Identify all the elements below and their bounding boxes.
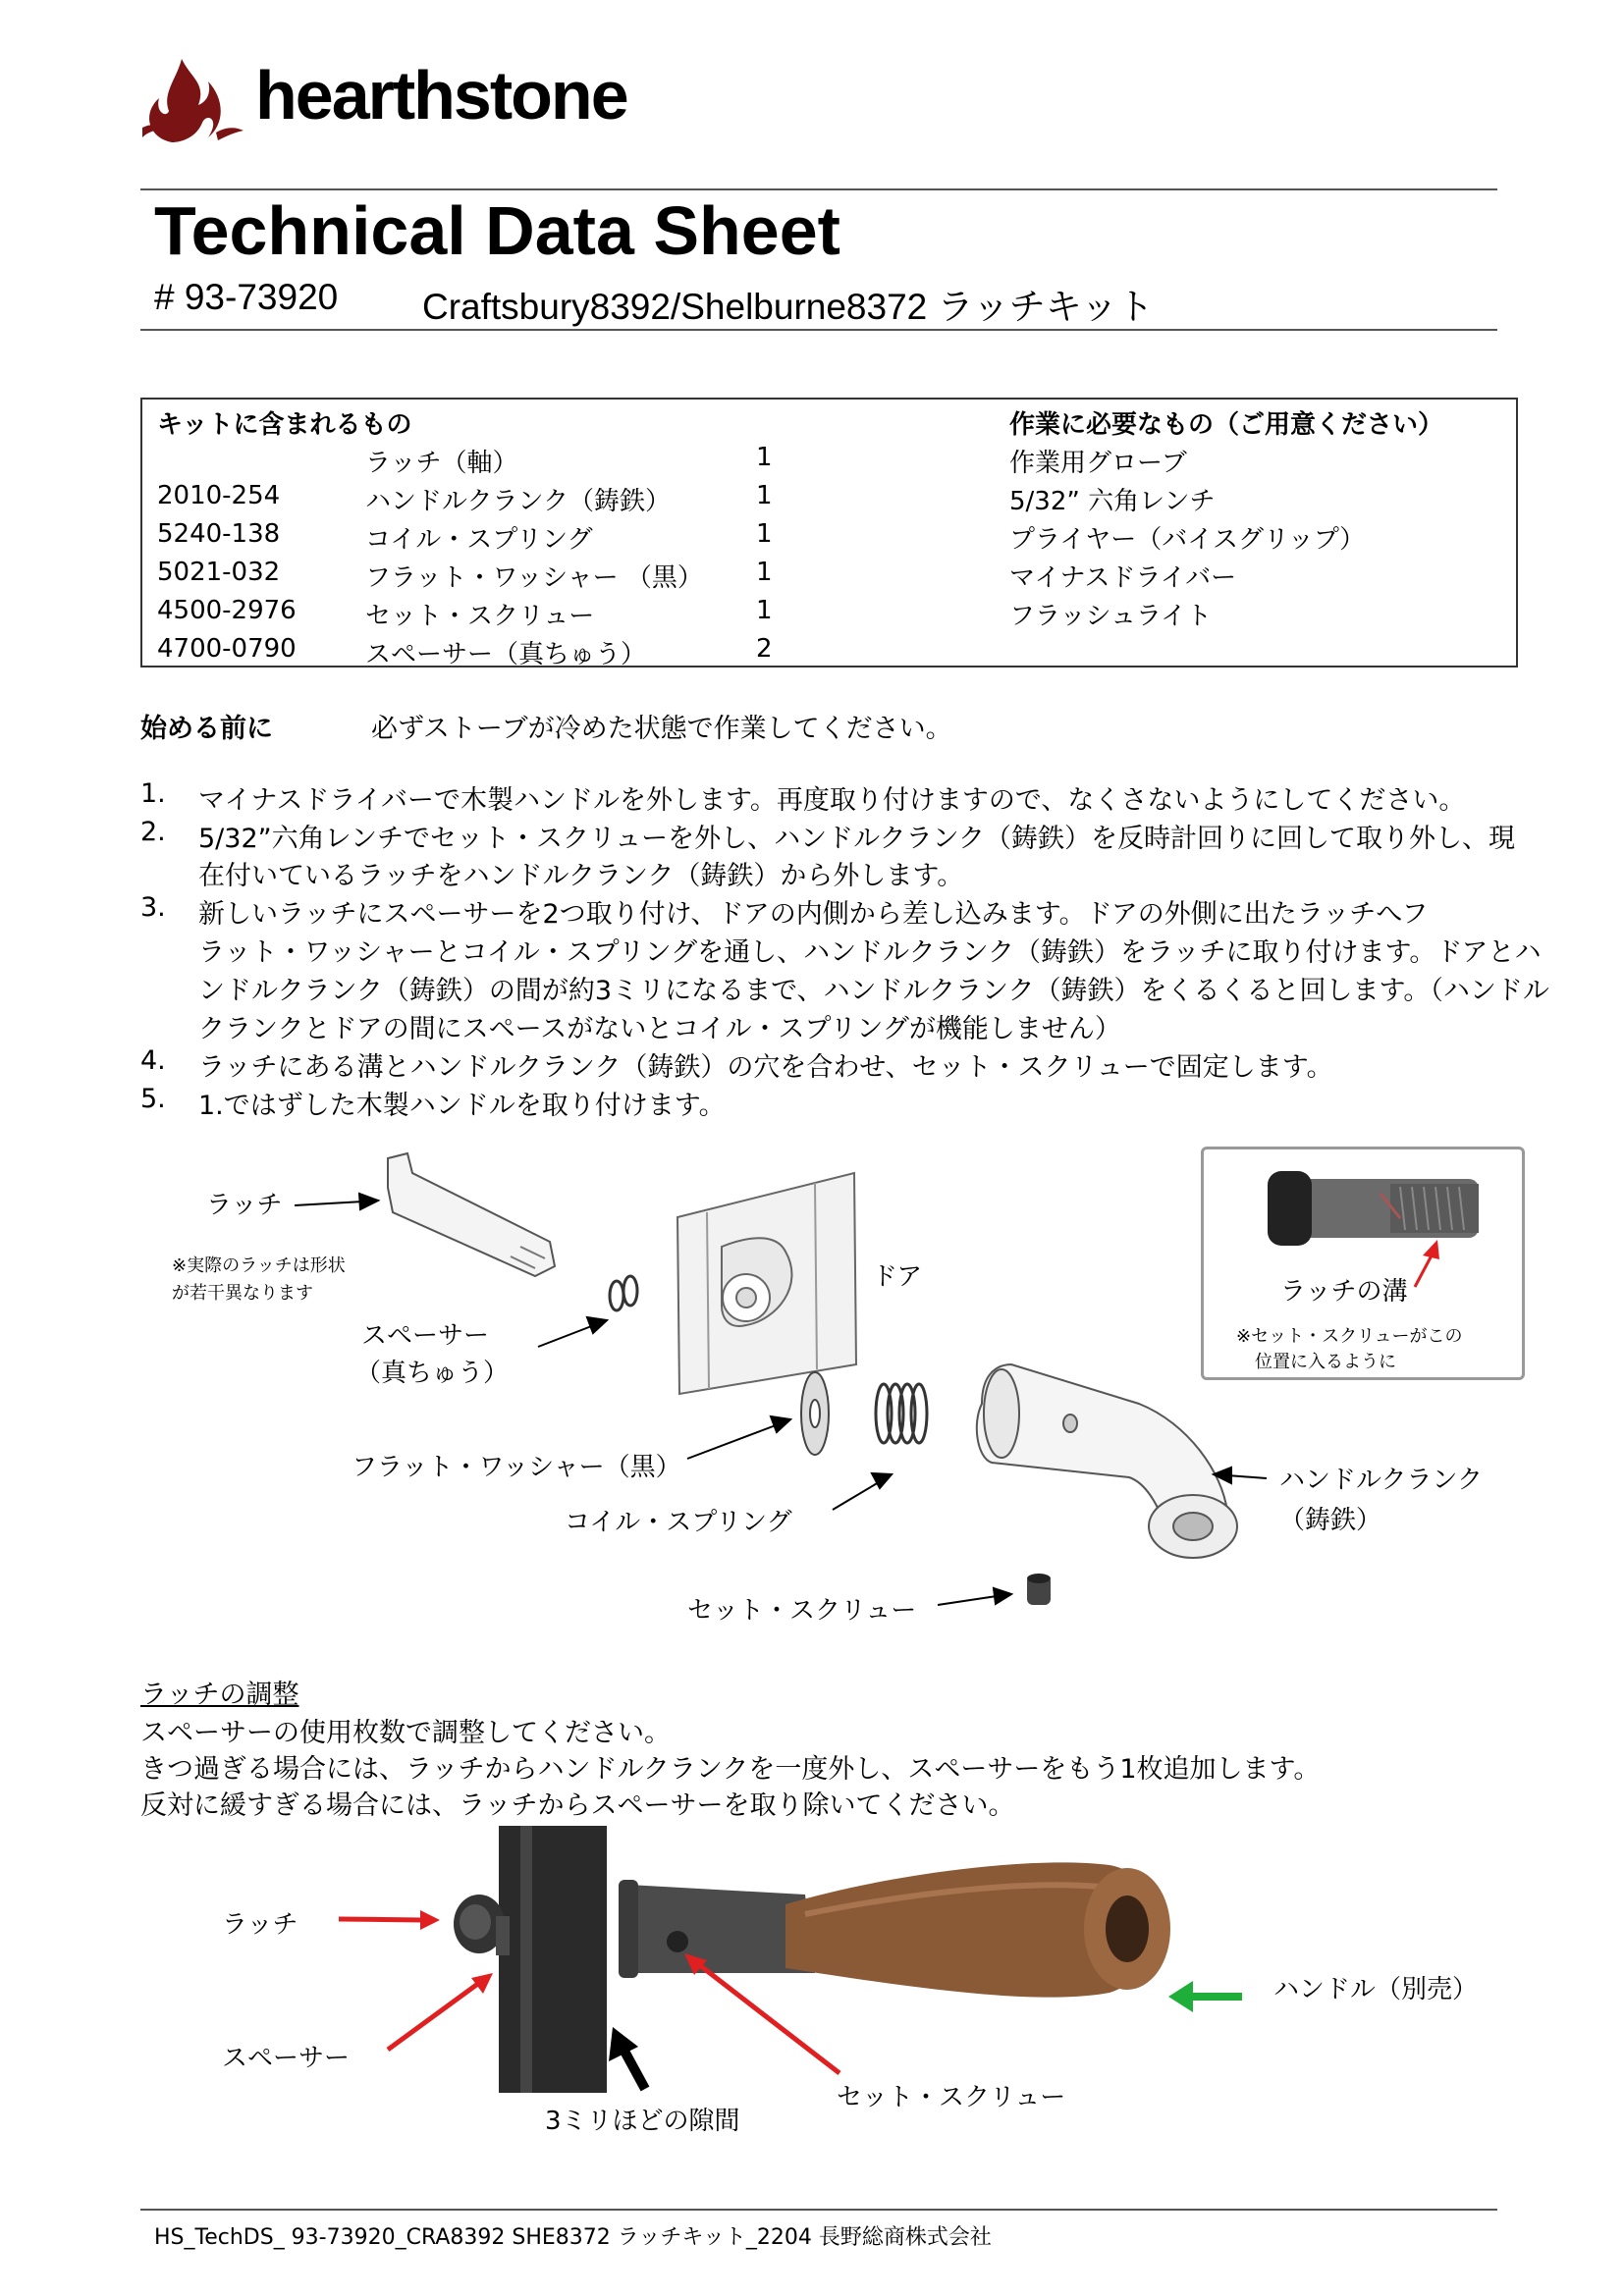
- kit-item-name: ラッチ（軸）: [365, 449, 518, 478]
- groove-inset: [1201, 1147, 1525, 1380]
- kit-item-name: コイル・スプリング: [365, 525, 593, 555]
- step-text: ラット・ワッシャーとコイル・スプリングを通し、ハンドルクランク（鋳鉄）をラッチに取り付けます。ドアとハ: [198, 937, 1542, 968]
- groove-note: 位置に入るように: [1255, 1352, 1396, 1372]
- step-text: 在付いているラッチをハンドルクランク（鋳鉄）から外します。: [198, 861, 964, 891]
- kit-item-code: 4700-0790: [157, 634, 297, 664]
- logo: [137, 44, 697, 152]
- adjust-line: スペーサーの使用枚数で調整してください。: [140, 1718, 671, 1748]
- step-text: 1.ではずした木製ハンドルを取り付けます。: [198, 1091, 726, 1121]
- photo-label-gap: 3ミリほどの隙間: [545, 2107, 740, 2136]
- spacer-part-drawing: [610, 1276, 637, 1310]
- kit-item-name: ハンドルクランク（鋳鉄）: [365, 487, 671, 516]
- step-number: 2.: [140, 817, 166, 847]
- kit-item-qty: 1: [756, 443, 773, 472]
- kit-item-qty: 1: [756, 596, 773, 625]
- tool-item: マイナスドライバー: [1009, 563, 1237, 593]
- groove-label: ラッチの溝: [1280, 1277, 1408, 1307]
- kit-item-qty: 1: [756, 558, 773, 587]
- kit-item-code: 4500-2976: [157, 596, 297, 625]
- adjust-heading: ラッチの調整: [140, 1680, 299, 1710]
- spring-part-drawing: [876, 1384, 927, 1443]
- kit-item-code: 5240-138: [157, 519, 281, 549]
- step-text: 新しいラッチにスペーサーを2つ取り付け、ドアの内側から差し込みます。ドアの外側に出たラッチへフ: [198, 899, 1429, 930]
- before-label: 始める前に: [140, 714, 273, 744]
- page-title: Technical Data Sheet: [154, 192, 840, 269]
- header-rule-bottom: [140, 329, 1497, 331]
- photo-label-screw: セット・スクリュー: [837, 2083, 1066, 2112]
- photo-label-handle: ハンドル（別売）: [1273, 1975, 1479, 2004]
- diagram-label-spacer: スペーサー: [361, 1321, 490, 1351]
- diagram-label-door: ドア: [872, 1262, 923, 1292]
- diagram-label-latch: ラッチ: [206, 1191, 283, 1220]
- step-number: 1.: [140, 778, 166, 809]
- photo-label-spacer: スペーサー: [222, 2044, 351, 2073]
- step-number: 5.: [140, 1084, 166, 1114]
- footer-rule: [140, 2209, 1497, 2211]
- diagram-label-crank-sub: （鋳鉄）: [1279, 1506, 1382, 1535]
- diagram-latch-note: ※実際のラッチは形状: [172, 1255, 346, 1276]
- kit-item-qty: 1: [756, 481, 773, 510]
- tool-item: フラッシュライト: [1009, 602, 1213, 631]
- kit-item-code: 2010-254: [157, 481, 281, 510]
- step-number: 3.: [140, 892, 166, 923]
- step-text: ンドルクランク（鋳鉄）の間が約3ミリになるまで、ハンドルクランク（鋳鉄）をくるくると回します。（ハンドル: [198, 976, 1549, 1006]
- kit-contents-heading: キットに含まれるもの: [157, 410, 412, 440]
- adjust-line: 反対に緩すぎる場合には、ラッチからスペーサーを取り除いてください。: [140, 1790, 1015, 1821]
- step-text: 5/32”六角レンチでセット・スクリューを外し、ハンドルクランク（鋳鉄）を反時計回りに回して取り外し、現: [198, 824, 1516, 854]
- tool-item: プライヤー（バイスグリップ）: [1009, 525, 1366, 555]
- step-number: 4.: [140, 1045, 166, 1076]
- step-text: クランクとドアの間にスペースがないとコイル・スプリングが機能しません）: [198, 1014, 1121, 1044]
- logo-text: hearthstone: [255, 57, 627, 133]
- kit-item-qty: 2: [756, 634, 773, 664]
- diagram-label-washer: フラット・ワッシャー（黒）: [352, 1453, 681, 1482]
- step-text: ラッチにある溝とハンドルクランク（鋳鉄）の穴を合わせ、セット・スクリューで固定します。: [198, 1052, 1333, 1083]
- before-text: 必ずストーブが冷めた状態で作業してください。: [371, 714, 952, 744]
- kit-item-name: フラット・ワッシャー （黒）: [365, 563, 703, 593]
- part-number: # 93-73920: [154, 277, 339, 317]
- kit-item-code: 5021-032: [157, 558, 281, 587]
- header-rule-top: [140, 188, 1497, 190]
- tool-item: 作業用グローブ: [1009, 449, 1187, 478]
- door-panel-drawing: [677, 1173, 856, 1394]
- product-name: Craftsbury8392/Shelburne8372 ラッチキット: [422, 287, 1155, 327]
- footer-text: HS_TechDS_ 93-73920_CRA8392 SHE8372 ラッチキット_2204 長野総商株式会社: [154, 2225, 992, 2250]
- washer-part-drawing: [801, 1372, 829, 1455]
- kit-tools-heading: 作業に必要なもの（ご用意ください）: [1009, 410, 1444, 440]
- kit-item-name: スペーサー（真ちゅう）: [365, 640, 647, 669]
- kit-item-name: セット・スクリュー: [365, 602, 595, 631]
- diagram-latch-note: が若干異なります: [172, 1283, 313, 1304]
- flame-icon: [137, 44, 245, 152]
- adjust-line: きつ過ぎる場合には、ラッチからハンドルクランクを一度外し、スペーサーをもう1枚追加します。: [140, 1754, 1321, 1785]
- diagram-label-crank: ハンドルクランク: [1279, 1466, 1483, 1495]
- crank-part-drawing: [977, 1364, 1237, 1558]
- diagram-label-screw: セット・スクリュー: [687, 1596, 917, 1626]
- screw-part-drawing: [1027, 1574, 1051, 1605]
- diagram-label-spring: コイル・スプリング: [565, 1508, 792, 1537]
- latch-part-drawing: [388, 1153, 555, 1276]
- kit-item-qty: 1: [756, 519, 773, 549]
- diagram-label-spacer-sub: （真ちゅう）: [355, 1359, 510, 1388]
- groove-note: ※セット・スクリューがこの: [1236, 1326, 1463, 1347]
- step-text: マイナスドライバーで木製ハンドルを外します。再度取り付けますので、なくさないようにしてください。: [198, 785, 1466, 816]
- tool-item: 5/32” 六角レンチ: [1009, 487, 1216, 516]
- photo-label-latch: ラッチ: [222, 1910, 298, 1940]
